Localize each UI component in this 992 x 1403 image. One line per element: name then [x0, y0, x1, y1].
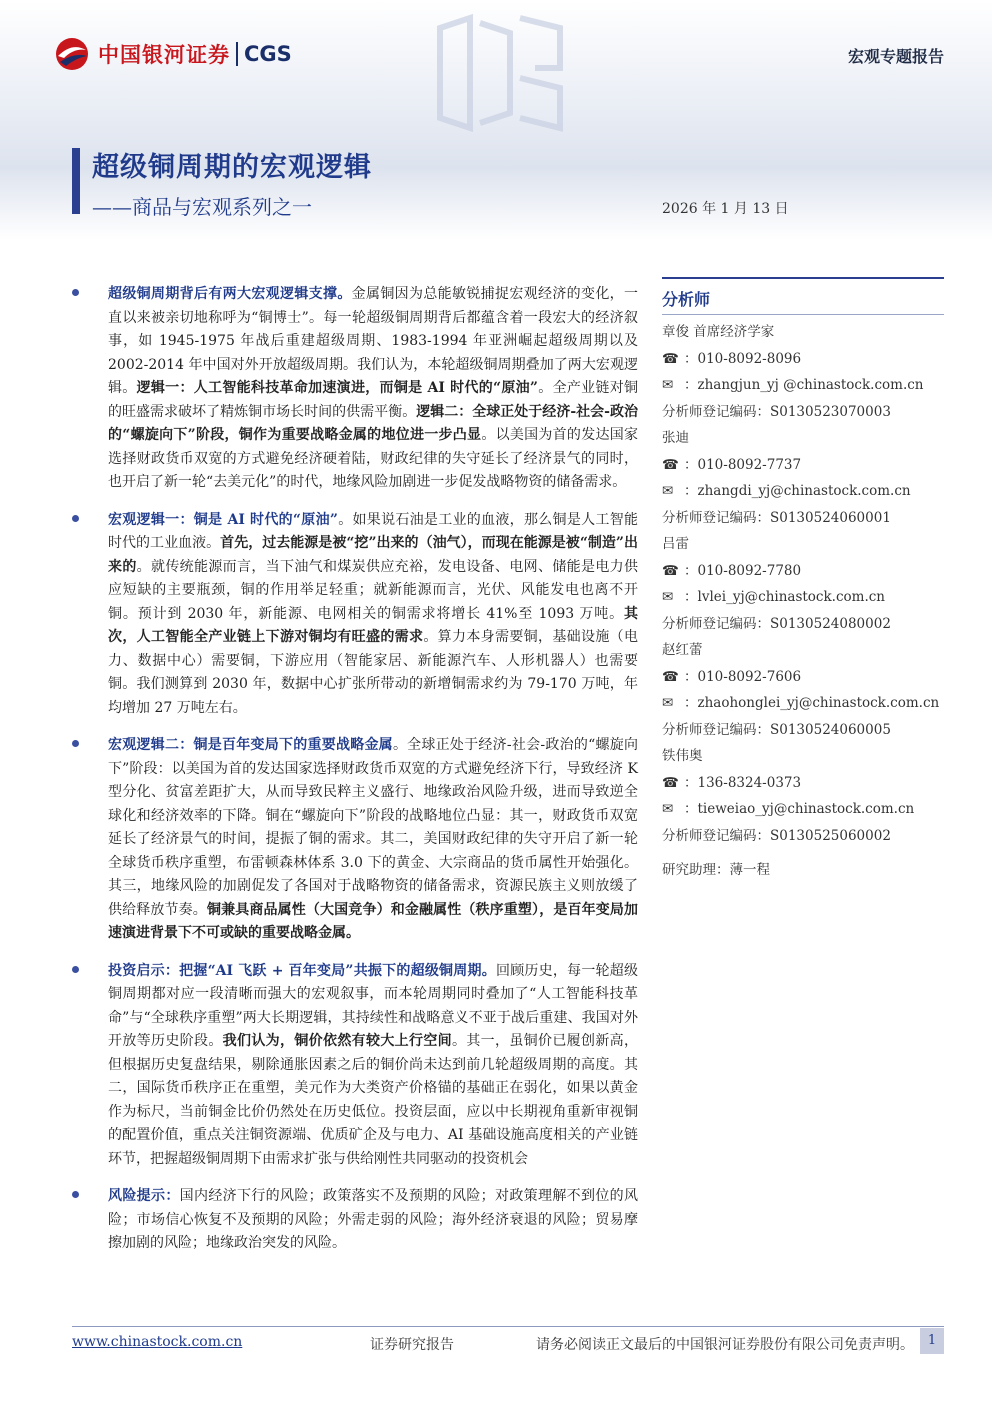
analyst-registration: 分析师登记编码：S0130524060005 [662, 721, 891, 738]
logo-divider [236, 42, 238, 66]
email-colon: ： [684, 801, 698, 817]
footer-website-link[interactable]: www.chinastock.com.cn [72, 1334, 243, 1350]
phone-number: 136-8324-0373 [697, 774, 802, 791]
analyst-email[interactable] [662, 584, 944, 611]
analyst-email[interactable] [662, 796, 944, 823]
email-colon: ： [684, 483, 698, 499]
phone-icon: ☎ [662, 562, 679, 579]
phone-number: 010-8092-8096 [697, 350, 802, 367]
summary-bullet [72, 509, 638, 721]
bullet-dot-icon [72, 966, 79, 973]
bullet-text: 国内经济下行的风险；政策落实不及预期的风险；对政策理解不到位的风险；市场信心恢复不及预期的风险；外需走弱的风险；海外经济衰退的风险；贸易摩擦加剧的风险；地缘政治突发的风险。 [108, 1188, 639, 1251]
logo-english-name: CGS [244, 42, 292, 66]
report-type-label: 宏观专题报告 [847, 47, 944, 66]
bullet-heading: 宏观逻辑一：铜是 AI 时代的“原油” [108, 511, 338, 528]
sidebar-top-rule [662, 277, 944, 279]
email-icon: ✉ [662, 377, 674, 393]
phone-colon: ： [684, 562, 698, 579]
page-number: 1 [920, 1328, 944, 1354]
bullet-text: 。全球正处于经济-社会-政治的“螺旋向下”阶段：以美国为首的发达国家选择财政货币双宽的方式避免经济下行，导致经济 K 型分化、贫富差距扩大，从而导致民粹主义盛行、地缘政治风险升级，进而导致逆全球化和经济效率的下降。铜在“螺旋向下”阶段的战略地位凸显：其一，财政货币双宽延长了经济景气的时间，提振了铜的需求。其二，美国财政纪律的失守开启了新一轮全球货币秩序重塑，布雷顿森林体系 3.0 下的黄金、大宗商品的货币属性开始强化。其三，地缘风险的加剧促发了各国对于战略物资的储备需求，资源民族主义则放缓了供给释放节奏。 [108, 737, 638, 918]
sidebar-title: 分析师 [662, 290, 711, 309]
analyst-phone [662, 452, 944, 479]
bullet-bold-text: 我们认为，铜价依然有较大上行空间 [222, 1033, 453, 1049]
bullet-heading: 风险提示： [108, 1188, 180, 1204]
phone-icon: ☎ [662, 350, 679, 367]
bullet-text: 。就传统能源而言，当下油气和煤炭供应充裕，发电设备、电网、储能是电力供应短缺的主要瓶颈，铜的作用举足轻重；就新能源而言，光伏、风能发电也离不开铜。预计到 2030 年，新能源、电网相关的铜需求将增长 41%至 1093 万吨。 [108, 558, 639, 622]
analyst-name: 张迪 [662, 430, 689, 446]
phone-colon: ： [684, 668, 698, 685]
analyst-block [662, 637, 944, 743]
bullet-bold-text: 其次，人工智能全产业链上下游对铜均有旺盛的需求 [108, 605, 638, 645]
analyst-phone [662, 664, 944, 691]
summary-section [72, 283, 638, 1270]
analyst-sidebar [662, 277, 944, 884]
email-colon: ： [684, 695, 698, 711]
summary-bullet [72, 960, 638, 1172]
report-date: 2026 年 1 月 13 日 [662, 201, 789, 217]
cgs-watermark-graphic [430, 8, 570, 138]
phone-colon: ： [684, 350, 698, 367]
email-icon: ✉ [662, 483, 674, 499]
summary-bullet [72, 1185, 638, 1256]
analyst-phone [662, 558, 944, 585]
logo-chinese-name: 中国银河证券 [98, 43, 230, 67]
analyst-phone [662, 346, 944, 373]
email-icon: ✉ [662, 695, 674, 711]
bullet-text: 回顾历史，每一轮超级铜周期都对应一段清晰而强大的宏观叙事，而本轮周期同时叠加了“人工智能科技革命”与“全球秩序重塑”两大长期逻辑，其持续性和战略意义不亚于战后重建、我国对外开放等历史阶段。 [108, 962, 638, 1049]
sidebar-divider [662, 314, 944, 315]
email-address[interactable]: zhangdi_yj@chinastock.com.cn [697, 483, 911, 499]
sidebar-spacer [662, 849, 944, 857]
bullet-heading: 投资启示：把握“AI 飞跃 + 百年变局”共振下的超级铜周期。 [108, 962, 496, 979]
analyst-registration: 分析师登记编码：S0130525060002 [662, 827, 891, 844]
title-accent-bar [72, 148, 80, 214]
bullet-heading: 超级铜周期背后有两大宏观逻辑支撑。 [108, 286, 352, 302]
analyst-registration: 分析师登记编码：S0130524080002 [662, 615, 891, 632]
analyst-email[interactable] [662, 690, 944, 717]
analyst-block [662, 425, 944, 531]
email-colon: ： [684, 589, 698, 605]
analyst-email[interactable] [662, 478, 944, 505]
footer-report-label: 证券研究报告 [370, 1337, 454, 1353]
email-address[interactable]: lvlei_yj@chinastock.com.cn [697, 589, 885, 605]
report-title: 超级铜周期的宏观逻辑 [92, 152, 372, 183]
bullet-bold-text: 逻辑二：全球正处于经济-社会-政治的“螺旋向下”阶段，铜作为重要战略金属的地位进一步凸显 [108, 403, 638, 443]
bullet-heading: 宏观逻辑二：铜是百年变局下的重要战略金属 [108, 737, 393, 753]
analyst-email[interactable] [662, 372, 944, 399]
phone-icon: ☎ [662, 456, 679, 473]
research-assistant: 研究助理：薄一程 [662, 862, 770, 878]
summary-bullet [72, 283, 638, 495]
email-icon: ✉ [662, 589, 674, 605]
footer-disclaimer: 请务必阅读正文最后的中国银河证券股份有限公司免责声明。 [536, 1337, 914, 1353]
bullet-bold-text: 首先，过去能源是被“挖”出来的（油气），而现在能源是被“制造”出来的 [108, 535, 639, 575]
bullet-dot-icon [72, 1191, 79, 1198]
phone-icon: ☎ [662, 774, 679, 791]
bullet-bold-text: 逻辑一：人工智能科技革命加速演进，而铜是 AI 时代的“原油” [136, 380, 538, 396]
bullet-text: 。以美国为首的发达国家选择财政货币双宽的方式避免经济硬着陆，财政纪律的失守延长了经济景气的同时，也开启了新一轮“去美元化”的时代，地缘风险加剧进一步促发战略物资的储备需求。 [108, 427, 639, 490]
email-icon: ✉ [662, 801, 674, 817]
phone-number: 010-8092-7737 [697, 456, 802, 473]
bullet-dot-icon [72, 289, 79, 296]
report-subtitle: ——商品与宏观系列之一 [92, 195, 312, 219]
phone-icon: ☎ [662, 668, 679, 685]
email-address[interactable]: zhangjun_yj @chinastock.com.cn [697, 377, 924, 393]
email-colon: ： [684, 377, 698, 393]
bullet-text: 。算力本身需要铜，基础设施（电力、数据中心）需要铜，下游应用（智能家居、新能源汽车、人形机器人）也需要铜。我们测算到 2030 年，数据中心扩张所带动的新增铜需求约为 79-170 万吨，年均增加 27 万吨左右。 [108, 629, 639, 716]
email-address[interactable]: tieweiao_yj@chinastock.com.cn [697, 801, 915, 817]
bullet-bold-text: 铜兼具商品属性（大国竞争）和金融属性（秩序重塑），是百年变局加速演进背景下不可或缺的重要战略金属。 [108, 901, 639, 941]
phone-colon: ： [684, 456, 698, 473]
analyst-registration: 分析师登记编码：S0130523070003 [662, 403, 891, 420]
bullet-text: 。全产业链对铜的旺盛需求破坏了精炼铜市场长时间的供需平衡。 [108, 380, 639, 420]
bullet-text: 金属铜因为总能敏锐捕捉宏观经济的变化，一直以来被亲切地称呼为“铜博士”。每一轮超级铜周期背后都蕴含着一段宏大的经济叙事，如 1945-1975 年战后重建超级周期、1983-1994 年亚洲崛起超级周期以及 2002-2014 年中国对外开放超级周期。我们认为，本轮超级铜周期叠加了两大宏观逻辑。 [108, 286, 639, 396]
analyst-block [662, 319, 944, 425]
bullet-dot-icon [72, 515, 79, 522]
phone-number: 010-8092-7606 [697, 668, 802, 685]
analyst-name: 赵红蕾 [662, 642, 703, 658]
phone-colon: ： [684, 774, 698, 791]
bullet-dot-icon [72, 740, 79, 747]
bullet-text: 。其一，虽铜价已履创新高，但根据历史复盘结果，剔除通胀因素之后的铜价尚未达到前几轮超级周期的高度。其二，国际货币秩序正在重塑，美元作为大类资产价格锚的基础正在弱化，如果以黄金作为标尺，当前铜金比价仍然处在历史低位。投资层面，应以中长期视角重新审视铜的配置价值，重点关注铜资源端、优质矿企及与电力、AI 基础设施高度相关的产业链环节，把握超级铜周期下由需求扩张与供给刚性共同驱动的投资机会 [108, 1033, 639, 1167]
analyst-block [662, 531, 944, 637]
analyst-registration: 分析师登记编码：S0130524060001 [662, 509, 891, 526]
galaxy-logo-icon [54, 36, 90, 72]
summary-bullet [72, 734, 638, 946]
analyst-block [662, 743, 944, 849]
analyst-name: 铁伟奥 [662, 748, 703, 764]
company-logo [54, 36, 292, 72]
analyst-name: 章俊 首席经济学家 [662, 324, 775, 340]
analyst-name: 吕雷 [662, 536, 689, 552]
bullet-text: 。如果说石油是工业的血液，那么铜是人工智能时代的工业血液。 [108, 511, 638, 551]
phone-number: 010-8092-7780 [697, 562, 802, 579]
footer-rule [72, 1326, 944, 1327]
analyst-phone [662, 770, 944, 797]
email-address[interactable]: zhaohonglei_yj@chinastock.com.cn [697, 695, 940, 711]
